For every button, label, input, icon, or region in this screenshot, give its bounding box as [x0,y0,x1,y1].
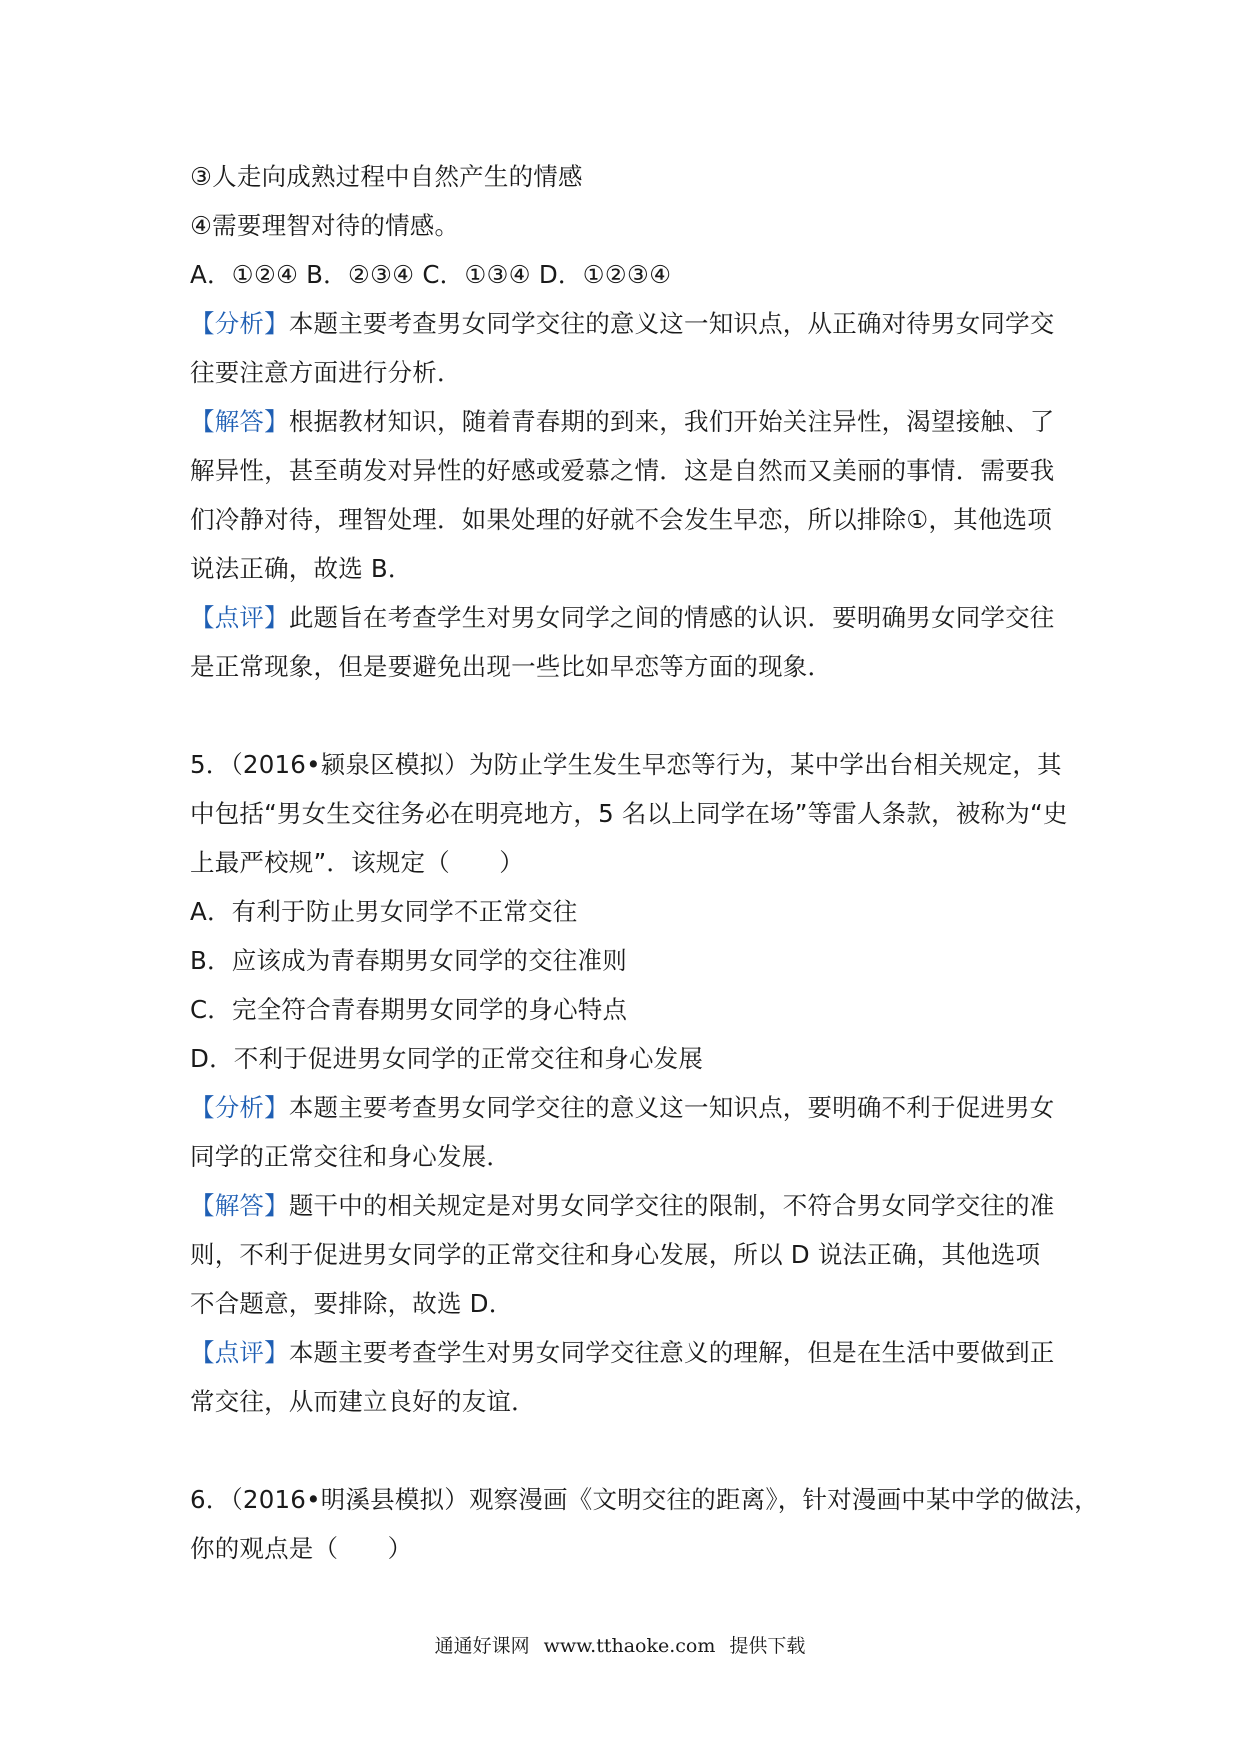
q5-option-a: A．有利于防止男女同学不正常交往 [190,897,578,926]
prev-comment-line-1: 【点评】此题旨在考查学生对男女同学之间的情感的认识．要明确男女同学交往 [190,603,1055,632]
q5-stem-line-1: 5．（2016•颍泉区模拟）为防止学生发生早恋等行为，某中学出台相关规定，其 [190,750,1062,779]
page-footer [0,1631,1240,1658]
analysis-tag: 【分析】 [190,1093,289,1122]
q5-answer-line-2: 则，不利于促进男女同学的正常交往和身心发展，所以 D 说法正确，其他选项 [190,1240,1041,1269]
footer-note: 提供下载 [729,1635,806,1657]
q5-analysis-line-2: 同学的正常交往和身心发展． [190,1142,512,1171]
q5-comment-line-2: 常交往，从而建立良好的友谊． [190,1387,536,1416]
q5-option-d: D．不利于促进男女同学的正常交往和身心发展 [190,1044,704,1073]
prev-option-3: ③人走向成熟过程中自然产生的情感 [190,162,583,191]
comment-tag: 【点评】 [190,1338,289,1367]
footer-site: 通通好课网 [434,1635,530,1657]
page-content [190,152,1099,1573]
prev-answer-line-2: 解异性，甚至萌发对异性的好感或爱慕之情．这是自然而又美丽的事情．需要我 [190,456,1055,485]
prev-comment-line-2: 是正常现象，但是要避免出现一些比如早恋等方面的现象． [190,652,833,681]
prev-choices: A．①②④ B．②③④ C．①③④ D．①②③④ [190,260,672,289]
answer-tag: 【解答】 [190,407,289,436]
prev-analysis-line-1: 【分析】本题主要考查男女同学交往的意义这一知识点，从正确对待男女同学交 [190,309,1055,338]
spacer [190,1426,1066,1475]
prev-analysis-line-2: 往要注意方面进行分析． [190,358,462,387]
q5-comment-line-1: 【点评】本题主要考查学生对男女同学交往意义的理解，但是在生活中要做到正 [190,1338,1055,1367]
q5-option-c: C．完全符合青春期男女同学的身心特点 [190,995,628,1024]
q5-stem-line-3: 上最严校规”．该规定（ ） [190,848,524,877]
footer-url[interactable]: www.tthaoke.com [543,1635,716,1657]
prev-option-4: ④需要理智对待的情感。 [190,211,460,240]
q5-answer-line-3: 不合题意，要排除，故选 D． [190,1289,514,1318]
spacer [190,691,1066,740]
analysis-tag: 【分析】 [190,309,289,338]
q6-stem-line-1: 6．（2016•明溪县模拟）观察漫画《文明交往的距离》，针对漫画中某中学的做法， [190,1485,1099,1514]
q5-analysis-line-1: 【分析】本题主要考查男女同学交往的意义这一知识点，要明确不利于促进男女 [190,1093,1055,1122]
prev-answer-line-4: 说法正确，故选 B． [190,554,413,583]
prev-answer-line-1: 【解答】根据教材知识，随着青春期的到来，我们开始关注异性，渴望接触、了 [190,407,1055,436]
prev-answer-line-3: 们冷静对待，理智处理．如果处理的好就不会发生早恋，所以排除①，其他选项 [190,505,1052,534]
q5-answer-line-1: 【解答】题干中的相关规定是对男女同学交往的限制，不符合男女同学交往的准 [190,1191,1055,1220]
q5-stem-line-2: 中包括“男女生交往务必在明亮地方，5 名以上同学在场”等雷人条款，被称为“史 [190,799,1068,828]
q5-option-b: B．应该成为青春期男女同学的交往准则 [190,946,627,975]
answer-tag: 【解答】 [190,1191,289,1220]
q6-stem-line-2: 你的观点是（ ） [190,1534,413,1563]
comment-tag: 【点评】 [190,603,289,632]
